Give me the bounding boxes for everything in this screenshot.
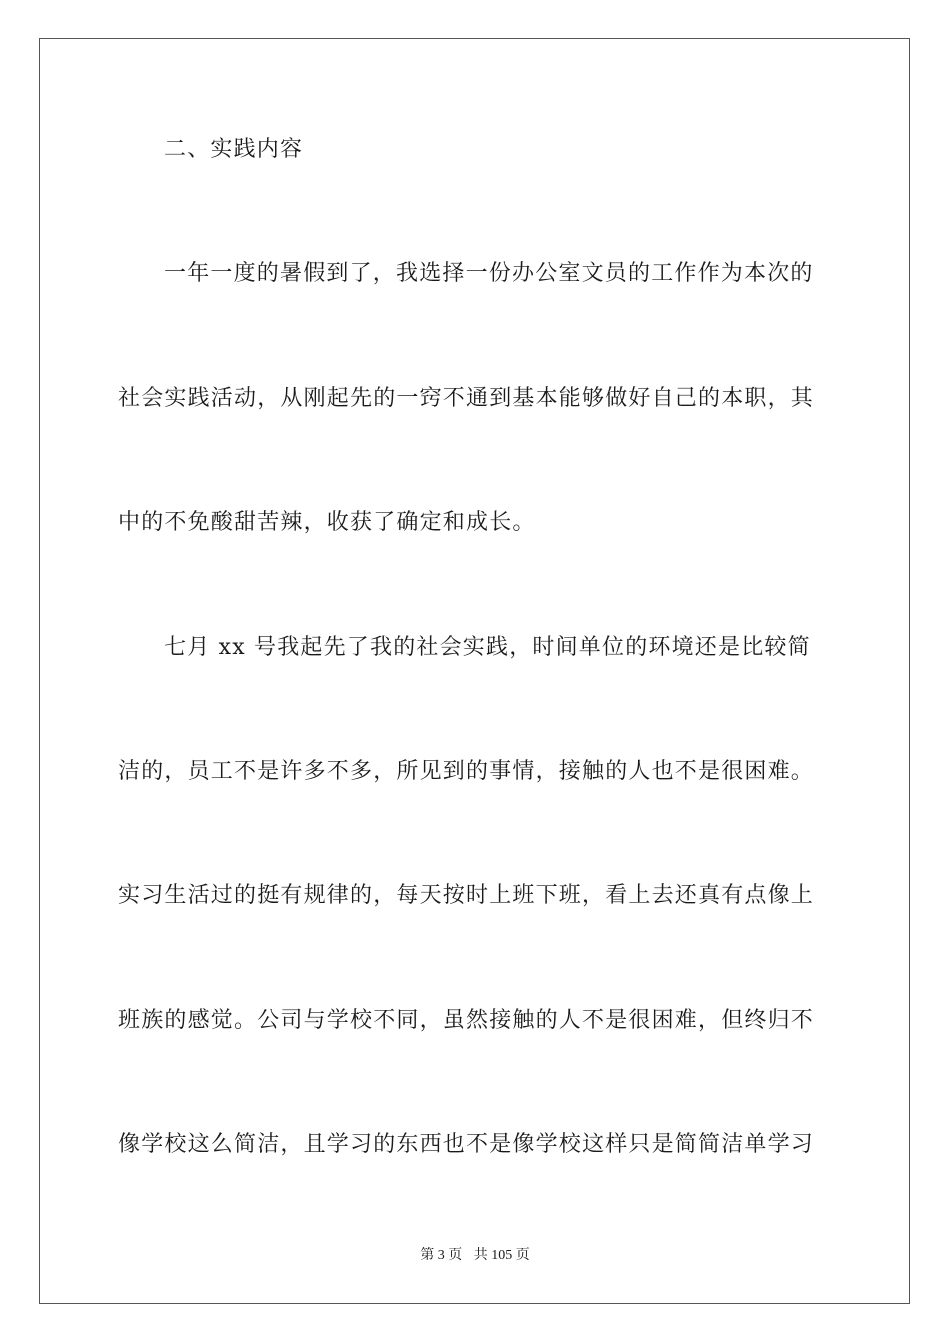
page-total: 共 105 页 (473, 1248, 530, 1263)
page-number: 第 3 页 (420, 1248, 463, 1263)
paragraph-line: 班族的感觉。公司与学校不同，虽然接触的人不是很困难，但终归不 (118, 1008, 815, 1033)
paragraph-line: 洁的，员工不是许多不多，所见到的事情，接触的人也不是很困难。 (118, 759, 815, 784)
paragraph-line: 七月 xx 号我起先了我的社会实践，时间单位的环境还是比较简 (164, 635, 811, 660)
page-frame (39, 38, 910, 1304)
paragraph-line: 社会实践活动，从刚起先的一窍不通到基本能够做好自己的本职，其 (118, 386, 815, 411)
paragraph-line: 像学校这么简洁，且学习的东西也不是像学校这样只是简简洁单学习 (118, 1132, 815, 1157)
page-footer (0, 1247, 950, 1265)
section-heading: 二、实践内容 (164, 137, 304, 162)
paragraph-line: 一年一度的暑假到了，我选择一份办公室文员的工作作为本次的 (164, 261, 814, 286)
paragraph-line: 中的不免酸甜苦辣，收获了确定和成长。 (118, 510, 536, 535)
paragraph-line: 实习生活过的挺有规律的，每天按时上班下班，看上去还真有点像上 (118, 883, 815, 908)
